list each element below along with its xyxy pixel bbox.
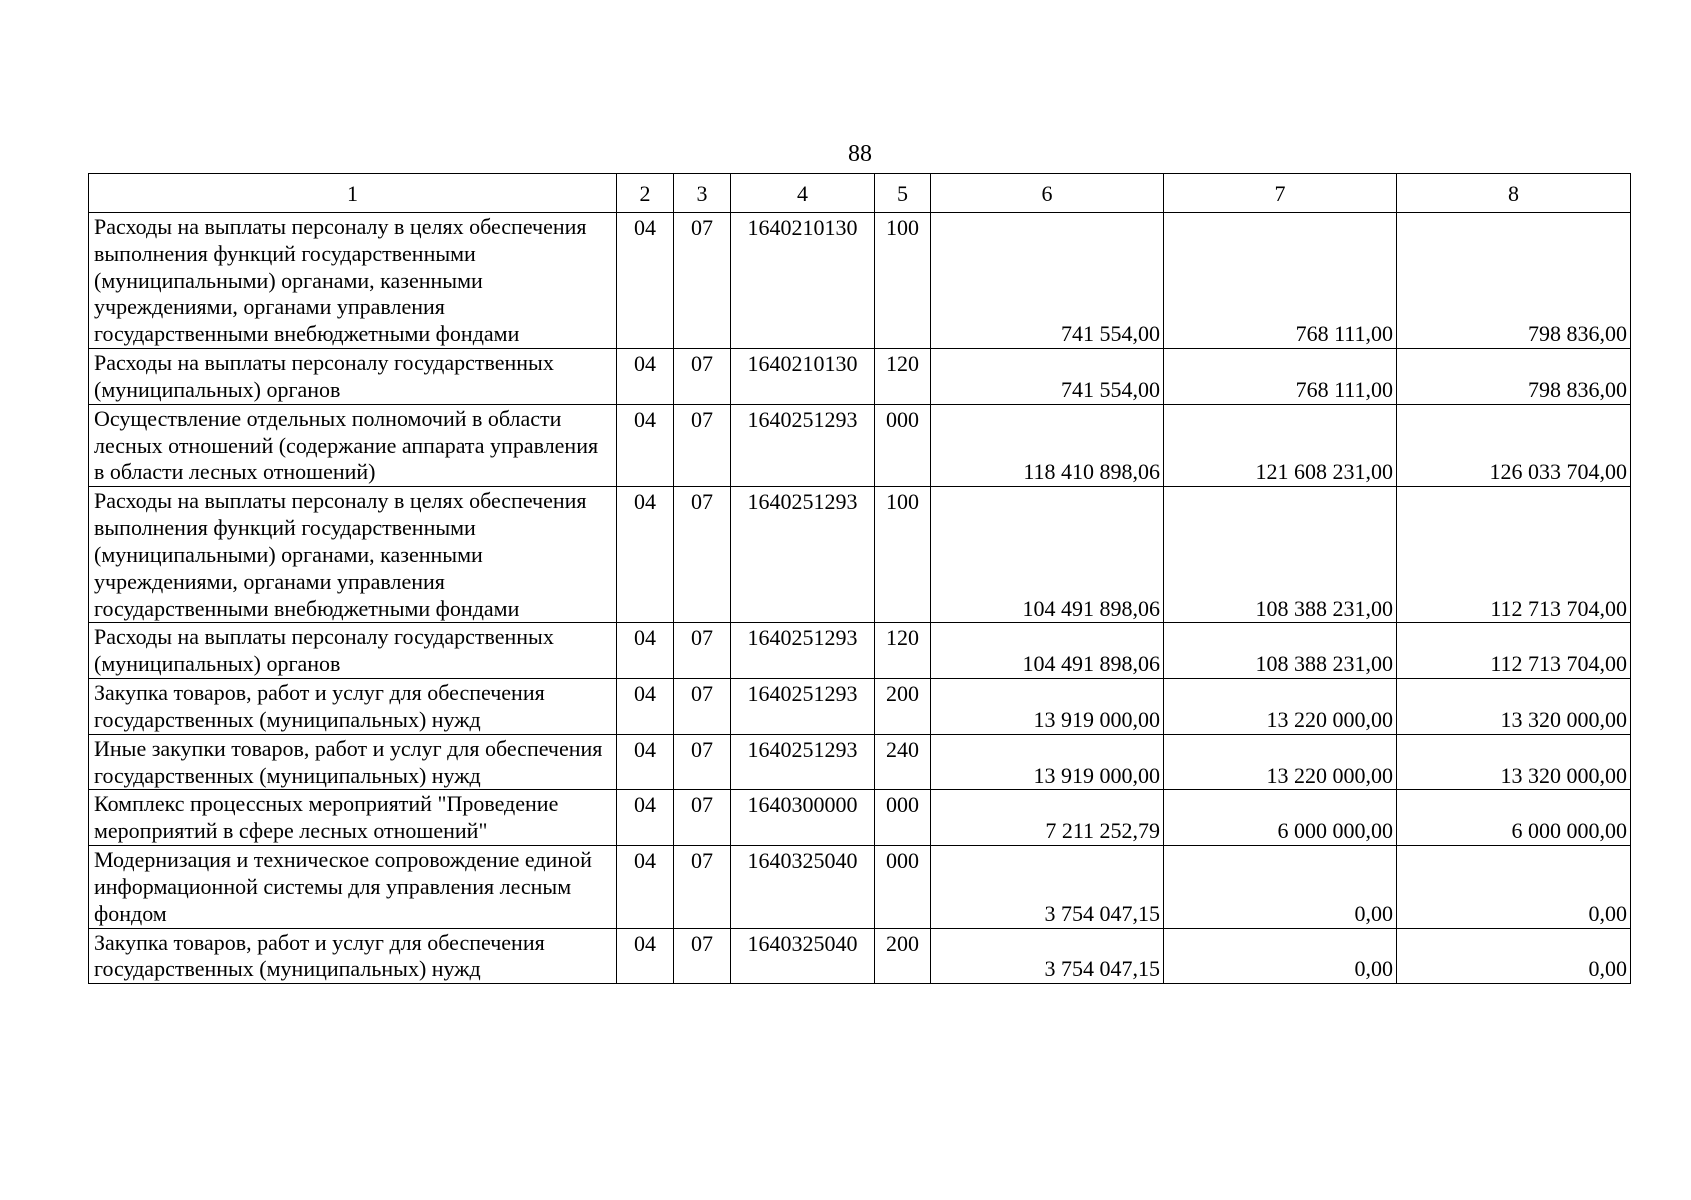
razdel-code: 04 xyxy=(617,349,674,405)
amount-col-6: 104 491 898,06 xyxy=(931,623,1164,679)
expense-type-code: 100 xyxy=(875,487,931,623)
header-cell: 7 xyxy=(1164,174,1397,213)
amount-col-8: 0,00 xyxy=(1397,928,1631,984)
razdel-code: 04 xyxy=(617,487,674,623)
razdel-code: 04 xyxy=(617,790,674,846)
table-row xyxy=(89,404,1631,486)
header-cell: 2 xyxy=(617,174,674,213)
target-article-code: 1640210130 xyxy=(731,349,875,405)
amount-col-7: 6 000 000,00 xyxy=(1164,790,1397,846)
target-article-code: 1640210130 xyxy=(731,213,875,349)
table-row xyxy=(89,790,1631,846)
razdel-code: 04 xyxy=(617,928,674,984)
expense-name: Осуществление отдельных полномочий в области лесных отношений (содержание аппарата управления в области лесных отношений) xyxy=(89,404,617,486)
amount-col-8: 798 836,00 xyxy=(1397,213,1631,349)
target-article-code: 1640300000 xyxy=(731,790,875,846)
podrazdel-code: 07 xyxy=(674,846,731,928)
expense-type-code: 000 xyxy=(875,404,931,486)
expense-name: Модернизация и техническое сопровождение единой информационной системы для управления лесным фондом xyxy=(89,846,617,928)
amount-col-7: 108 388 231,00 xyxy=(1164,487,1397,623)
target-article-code: 1640251293 xyxy=(731,679,875,735)
razdel-code: 04 xyxy=(617,734,674,790)
amount-col-8: 112 713 704,00 xyxy=(1397,623,1631,679)
expense-name: Расходы на выплаты персоналу государственных (муниципальных) органов xyxy=(89,623,617,679)
table-row xyxy=(89,213,1631,349)
amount-col-8: 0,00 xyxy=(1397,846,1631,928)
podrazdel-code: 07 xyxy=(674,213,731,349)
header-cell: 4 xyxy=(731,174,875,213)
expense-name: Расходы на выплаты персоналу государственных (муниципальных) органов xyxy=(89,349,617,405)
amount-col-6: 3 754 047,15 xyxy=(931,846,1164,928)
amount-col-6: 3 754 047,15 xyxy=(931,928,1164,984)
target-article-code: 1640325040 xyxy=(731,846,875,928)
razdel-code: 04 xyxy=(617,213,674,349)
amount-col-8: 798 836,00 xyxy=(1397,349,1631,405)
header-cell: 5 xyxy=(875,174,931,213)
amount-col-7: 13 220 000,00 xyxy=(1164,734,1397,790)
podrazdel-code: 07 xyxy=(674,349,731,405)
expense-type-code: 200 xyxy=(875,928,931,984)
expense-type-code: 100 xyxy=(875,213,931,349)
header-cell: 6 xyxy=(931,174,1164,213)
podrazdel-code: 07 xyxy=(674,734,731,790)
expense-type-code: 000 xyxy=(875,846,931,928)
table-row xyxy=(89,349,1631,405)
amount-col-6: 13 919 000,00 xyxy=(931,734,1164,790)
amount-col-8: 126 033 704,00 xyxy=(1397,404,1631,486)
target-article-code: 1640251293 xyxy=(731,487,875,623)
amount-col-6: 13 919 000,00 xyxy=(931,679,1164,735)
budget-table xyxy=(88,173,1631,984)
expense-name: Расходы на выплаты персоналу в целях обеспечения выполнения функций государственными (муниципальными) органами, казенными учреждениями, органами управления государственными внебюджетными фондами xyxy=(89,487,617,623)
expense-name: Иные закупки товаров, работ и услуг для обеспечения государственных (муниципальных) нужд xyxy=(89,734,617,790)
expense-type-code: 200 xyxy=(875,679,931,735)
table-row xyxy=(89,928,1631,984)
podrazdel-code: 07 xyxy=(674,404,731,486)
podrazdel-code: 07 xyxy=(674,928,731,984)
podrazdel-code: 07 xyxy=(674,790,731,846)
amount-col-7: 768 111,00 xyxy=(1164,349,1397,405)
table-row xyxy=(89,846,1631,928)
header-cell: 1 xyxy=(89,174,617,213)
amount-col-8: 13 320 000,00 xyxy=(1397,679,1631,735)
amount-col-6: 741 554,00 xyxy=(931,349,1164,405)
expense-type-code: 120 xyxy=(875,623,931,679)
amount-col-7: 0,00 xyxy=(1164,928,1397,984)
podrazdel-code: 07 xyxy=(674,487,731,623)
amount-col-6: 104 491 898,06 xyxy=(931,487,1164,623)
expense-type-code: 240 xyxy=(875,734,931,790)
target-article-code: 1640251293 xyxy=(731,404,875,486)
target-article-code: 1640251293 xyxy=(731,623,875,679)
amount-col-7: 108 388 231,00 xyxy=(1164,623,1397,679)
expense-name: Закупка товаров, работ и услуг для обеспечения государственных (муниципальных) нужд xyxy=(89,679,617,735)
page-number: 88 xyxy=(848,141,872,167)
podrazdel-code: 07 xyxy=(674,623,731,679)
podrazdel-code: 07 xyxy=(674,679,731,735)
expense-name: Комплекс процессных мероприятий "Проведение мероприятий в сфере лесных отношений" xyxy=(89,790,617,846)
amount-col-6: 7 211 252,79 xyxy=(931,790,1164,846)
amount-col-7: 0,00 xyxy=(1164,846,1397,928)
expense-name: Закупка товаров, работ и услуг для обеспечения государственных (муниципальных) нужд xyxy=(89,928,617,984)
razdel-code: 04 xyxy=(617,846,674,928)
amount-col-6: 118 410 898,06 xyxy=(931,404,1164,486)
amount-col-8: 6 000 000,00 xyxy=(1397,790,1631,846)
table-row xyxy=(89,623,1631,679)
table-row xyxy=(89,487,1631,623)
razdel-code: 04 xyxy=(617,623,674,679)
amount-col-7: 768 111,00 xyxy=(1164,213,1397,349)
amount-col-8: 13 320 000,00 xyxy=(1397,734,1631,790)
amount-col-7: 13 220 000,00 xyxy=(1164,679,1397,735)
expense-name: Расходы на выплаты персоналу в целях обеспечения выполнения функций государственными (муниципальными) органами, казенными учреждениями, органами управления государственными внебюджетными фондами xyxy=(89,213,617,349)
target-article-code: 1640325040 xyxy=(731,928,875,984)
amount-col-7: 121 608 231,00 xyxy=(1164,404,1397,486)
table-row xyxy=(89,734,1631,790)
amount-col-8: 112 713 704,00 xyxy=(1397,487,1631,623)
table-row xyxy=(89,679,1631,735)
amount-col-6: 741 554,00 xyxy=(931,213,1164,349)
razdel-code: 04 xyxy=(617,404,674,486)
header-cell: 3 xyxy=(674,174,731,213)
target-article-code: 1640251293 xyxy=(731,734,875,790)
header-cell: 8 xyxy=(1397,174,1631,213)
razdel-code: 04 xyxy=(617,679,674,735)
header-row xyxy=(89,174,1631,213)
expense-type-code: 000 xyxy=(875,790,931,846)
expense-type-code: 120 xyxy=(875,349,931,405)
